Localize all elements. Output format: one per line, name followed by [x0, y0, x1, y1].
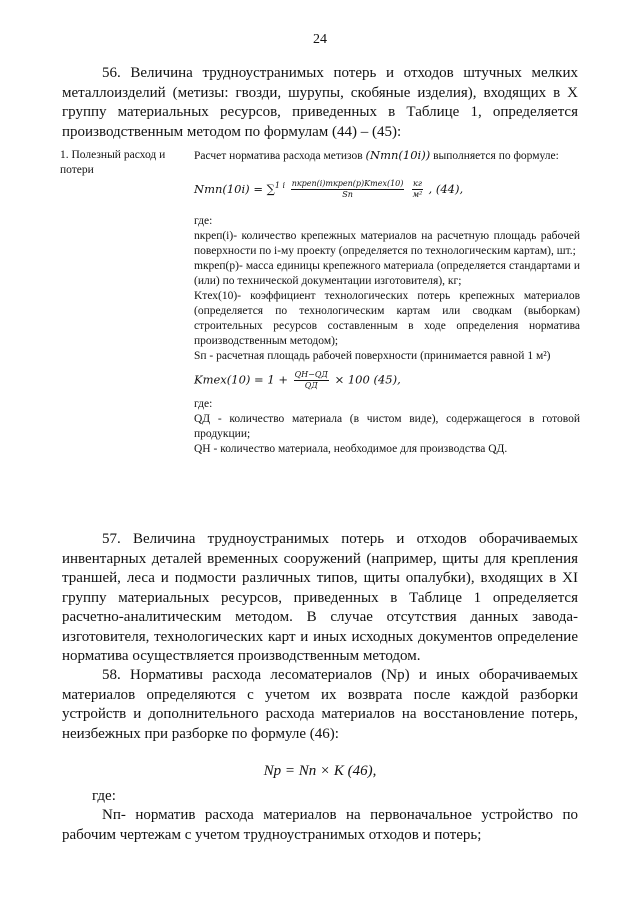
definition-q-n: QН - количество материала, необходимое для производства QД. — [194, 443, 508, 456]
formula-44-unit — [412, 179, 423, 200]
unit-numerator: кг — [413, 179, 422, 189]
formula-45-denominator: QД — [304, 381, 318, 391]
unit-denominator: м² — [412, 190, 423, 200]
paragraph-57: 57. Величина трудноустранимых потерь и отходов оборачиваемых инвентарных деталей временных сооружений (например, щиты для крепления траншей, леса и подмости различных типов, щиты опалубки), входящих в XI группу материальных ресурсов, приведенных в Таблице 1 определяется расчетно-аналитическим методом. В случае отсутствия данных завода-изготовителя, технологических карт и иных исходных документов определение норматива осуществляется производственным методом. — [62, 531, 578, 664]
formula-46: Np = Nп × K (46), — [263, 763, 377, 779]
formula-45 — [194, 370, 580, 391]
where-label-3: где: — [92, 788, 116, 804]
formula-45-fraction — [294, 370, 329, 391]
where-label-2: где: — [194, 398, 213, 411]
formula-45-numerator: QН−QД — [294, 370, 328, 380]
paragraph-56: 56. Величина трудноустранимых потерь и отходов штучных мелких металлоизделий (метизы: гвозди, шурупы, скобяные изделия), входящих в X группу материальных ресурсов, приведенных в Таблице 1, определяется производственным методом по формулам (44) – (45): — [62, 65, 578, 140]
intro-end: выполняется по формуле: — [433, 150, 559, 162]
formula-45-rhs: × 100 (45), — [334, 372, 401, 387]
formula-44 — [194, 178, 580, 200]
intro-text: Расчет норматива расхода метизов — [194, 150, 363, 162]
definition-n-p: Nп- норматив расхода материалов на первоначальное устройство по рабочим чертежам с учетом трудноустранимых отходов и потерь; — [62, 807, 578, 843]
formula-44-fraction — [291, 179, 405, 200]
formula-intro — [194, 148, 580, 164]
formula-44-numerator: nкреп(i)mкреп(p)Kтех(10) — [291, 179, 404, 189]
definition-m-krep: mкреп(p)- масса единицы крепежного материала (определяется стандартами и (или) по технической документации изготовителя), кг; — [194, 260, 580, 288]
table-right-cell — [194, 148, 580, 457]
definition-k-tex: Kтех(10)- коэффициент технологических потерь крепежных материалов (определяется по технологическим картам или сводкам (выборкам) строительных ресурсов составленным в ходе определения норматива производственным методом); — [194, 290, 580, 348]
definition-n-krep: nкреп(i)- количество крепежных материалов на расчетную площадь рабочей поверхности по i-му проекту (определяется по технологическим картам), шт.; — [194, 230, 580, 258]
formula-45-lhs: Kтех(10) = 1 + — [194, 372, 288, 387]
sum-limits: 1 i — [274, 181, 286, 190]
table-left-cell: 1. Полезный расход и потери — [60, 149, 166, 176]
definition-q-d: QД - количество материала (в чистом виде), содержащегося в готовой продукции; — [194, 413, 580, 441]
page-number: 24 — [313, 32, 327, 47]
where-label-1: где: — [194, 215, 213, 228]
formula-44-denominator: Sп — [342, 190, 353, 200]
definition-s-p: Sп - расчетная площадь рабочей поверхности (принимается равной 1 м²) — [194, 350, 551, 363]
formula-44-tag: , (44), — [428, 181, 464, 196]
formula-44-lhs: Nтп(10i) = ∑ — [194, 181, 275, 196]
intro-symbol: (Nтп(10i)) — [365, 148, 431, 162]
paragraph-58: 58. Нормативы расхода лесоматериалов (Np) и иных оборачиваемых материалов определяются с учетом их возврата после каждой разборки устройств и дополнительного расхода материалов на восстановление потерь, неизбежных при разборке по формуле (46): — [62, 667, 578, 742]
